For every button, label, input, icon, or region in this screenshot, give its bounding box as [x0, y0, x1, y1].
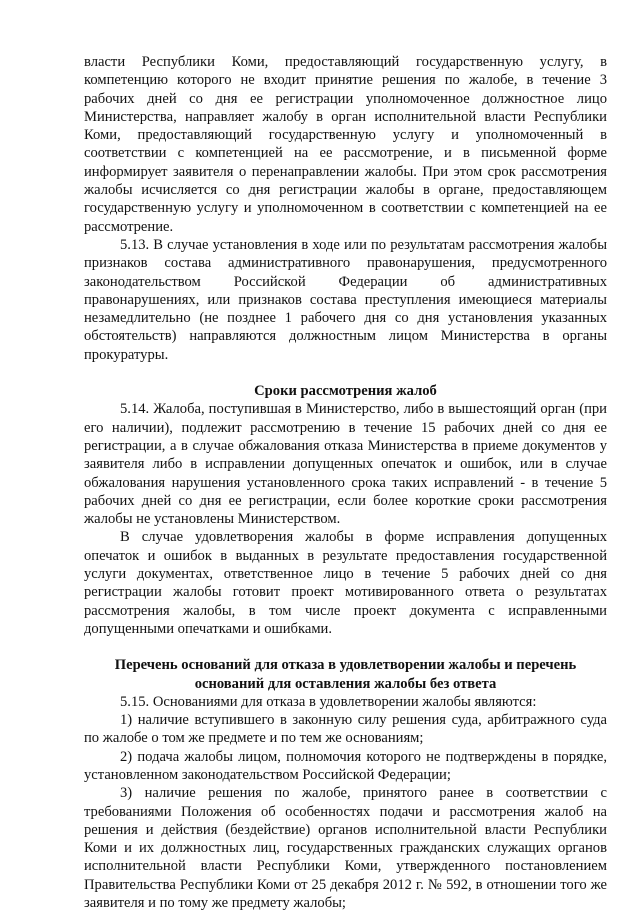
list-item-3: 3) наличие решения по жалобе, принятого ранее в соответствии с требованиями Положения об особенностях подачи и рассмотрения жалоб на решения и действия (бездействие) органов исполнительной власти Республики Коми и их должностных лиц, государственных гражданских служащих органов исполнительной власти Республики Коми, утвержденного постановлением Правительства Республики Коми от 25 декабря 2012 г. № 592, в отношении того же заявителя и по тому же предмету жалобы; [84, 785, 607, 912]
section-heading-line-2: оснований для оставления жалобы без ответа [194, 675, 497, 692]
section-heading-refusal-grounds [84, 656, 607, 693]
list-item-1: 1) наличие вступившего в законную силу решения суда, арбитражного суда по жалобе о том же предмете и по тем же основаниям; [84, 712, 607, 747]
list-item-2: 2) подача жалобы лицом, полномочия которого не подтверждены в порядке, установленном законодательством Российской Федерации; [84, 748, 607, 783]
paragraph-5-13: 5.13. В случае установления в ходе или по результатам рассмотрения жалобы признаков состава административного правонарушения, предусмотренного законодательством Российской Федерации об административных правонарушениях, или признаков состава преступления имеющиеся материалы незамедлительно (не позднее 1 рабочего дня со дня установления указанных обстоятельств) направляются должностным лицом Министерства в органы прокуратуры. [84, 236, 607, 363]
paragraph-continuation: власти Республики Коми, предоставляющий государственную услугу, в компетенцию которого не входит принятие решения по жалобе, в течение 3 рабочих дней со дня ее регистрации уполномоченное должностное лицо Министерства, направляет жалобу в орган исполнительной власти Республики Коми, предоставляющий государственную услугу и уполномоченный в соответствии с компетенцией на ее рассмотрение, и в письменной форме информирует заявителя о перенаправлении жалобы. При этом срок рассмотрения жалобы исчисляется со дня регистрации жалобы в органе, предоставляющем государственную услугу и уполномоченном в соответствии с компетенцией на ее рассмотрение. [84, 54, 607, 235]
paragraph-typo-correction: В случае удовлетворения жалобы в форме исправления допущенных опечаток и ошибок в выданных в результате предоставления государственной услуги документах, ответственное лицо в течение 5 рабочих дней со дня регистрации жалобы готовит проект мотивированного ответа о результатах рассмотрения жалобы, в том числе проект документа с исправленными допущенными опечатками и ошибками. [84, 529, 607, 637]
paragraph-5-14: 5.14. Жалоба, поступившая в Министерство, либо в вышестоящий орган (при его наличии), подлежит рассмотрению в течение 15 рабочих дней со дня ее регистрации, а в случае обжалования отказа Министерства в приеме документов у заявителя либо в исправлении допущенных опечаток и ошибок, или в случае обжалования нарушения установленного срока таких исправлений - в течение 5 рабочих дней со дня ее регистрации, если более короткие сроки рассмотрения жалобы не установлены Министерством. [84, 401, 607, 528]
section-heading-line-1: Перечень оснований для отказа в удовлетворении жалобы и перечень [114, 657, 577, 674]
paragraph-5-15: 5.15. Основаниями для отказа в удовлетворении жалобы являются: [120, 693, 537, 710]
section-heading-review-terms: Сроки рассмотрения жалоб [254, 383, 437, 400]
